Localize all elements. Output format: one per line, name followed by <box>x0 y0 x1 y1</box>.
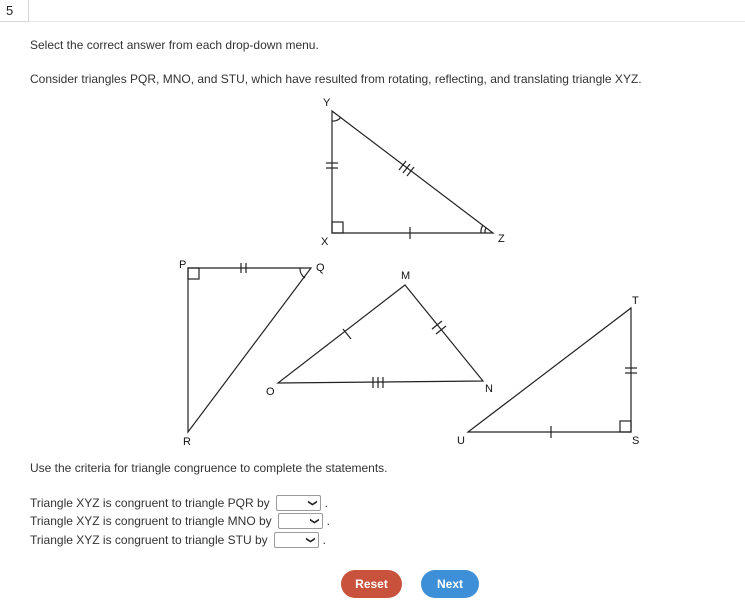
dropdown-mno[interactable] <box>278 513 323 529</box>
vertex-label-u: U <box>457 435 465 447</box>
statement-pqr-period: . <box>324 496 329 510</box>
vertex-label-r: R <box>183 436 191 448</box>
criteria-text: Use the criteria for triangle congruence to complete the statements. <box>30 461 388 475</box>
vertex-label-p: P <box>179 259 187 271</box>
vertex-label-t: T <box>632 295 639 307</box>
vertex-label-x: X <box>321 236 329 248</box>
triangle-mno <box>278 285 483 388</box>
instruction-text: Select the correct answer from each drop-down menu. <box>30 38 319 52</box>
statement-stu-text: Triangle XYZ is congruent to triangle STU by <box>30 533 268 547</box>
statement-mno-period: . <box>326 514 331 528</box>
statement-stu-period: . <box>322 533 327 547</box>
triangle-xyz <box>326 111 493 239</box>
vertex-label-o: O <box>266 386 275 398</box>
statement-pqr-text: Triangle XYZ is congruent to triangle PQR by <box>30 496 270 510</box>
vertex-label-z: Z <box>498 233 505 245</box>
statement-pqr <box>30 494 328 512</box>
triangle-pqr <box>188 263 311 432</box>
dropdown-pqr[interactable] <box>276 495 321 511</box>
vertex-label-y: Y <box>323 97 331 109</box>
chevron-down-icon: ❯ <box>305 536 316 544</box>
vertex-label-n: N <box>485 383 493 395</box>
question-number: 5 <box>0 0 29 22</box>
statement-mno-text: Triangle XYZ is congruent to triangle MNO by <box>30 514 272 528</box>
next-button[interactable]: Next <box>421 570 479 598</box>
statement-stu <box>30 531 326 549</box>
vertex-label-q: Q <box>316 262 325 274</box>
vertex-label-m: M <box>401 270 411 282</box>
vertex-label-s: S <box>632 435 640 447</box>
chevron-down-icon: ❯ <box>309 517 320 525</box>
triangle-stu <box>468 308 637 438</box>
prompt-text: Consider triangles PQR, MNO, and STU, which have resulted from rotating, reflecting, and translating triangle XYZ. <box>30 72 642 86</box>
statement-mno <box>30 512 330 530</box>
chevron-down-icon: ❯ <box>307 499 318 507</box>
dropdown-stu[interactable] <box>274 532 319 548</box>
reset-button[interactable]: Reset <box>341 570 402 598</box>
